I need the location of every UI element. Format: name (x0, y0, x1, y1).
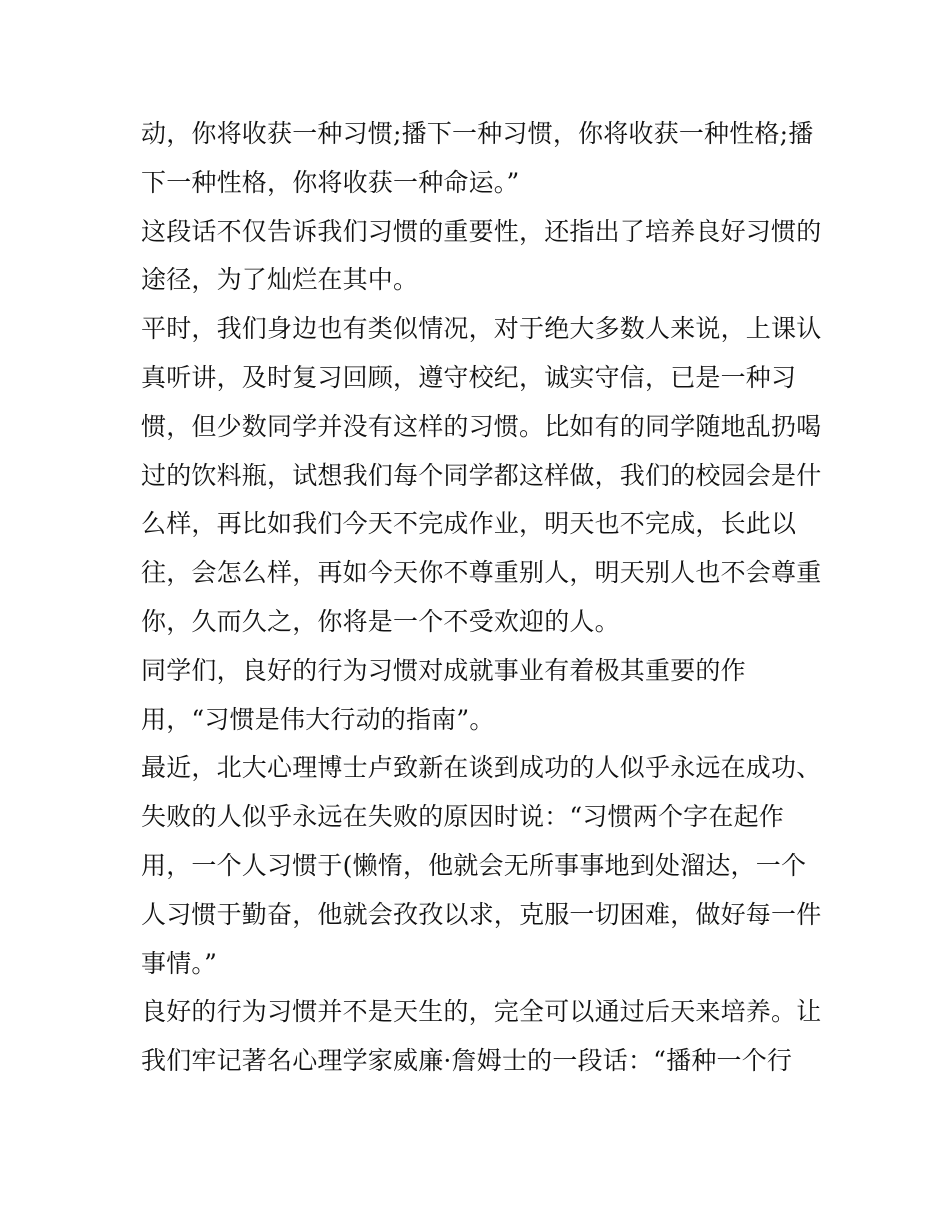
text-line: 下一种性格，你将收获一种命运。” (141, 167, 520, 197)
text-line: 最近，北大心理博士卢致新在谈到成功的人似乎永远在成功、 (141, 753, 822, 783)
text-line: 用，一个人习惯于(懒惰，他就会无所事事地到处溜达，一个 (141, 850, 807, 880)
text-line: 失败的人似乎永远在失败的原因时说：“习惯两个字在起作 (141, 802, 784, 832)
text-line: 这段话不仅告诉我们习惯的重要性，还指出了培养良好习惯的 (141, 216, 822, 246)
text-line: 用，“习惯是伟大行动的指南”。 (141, 704, 495, 734)
text-line: 过的饮料瓶，试想我们每个同学都这样做，我们的校园会是什 (141, 460, 822, 490)
text-line: 途径，为了灿烂在其中。 (141, 265, 419, 295)
text-line: 良好的行为习惯并不是天生的，完全可以通过后天来培养。让 (141, 997, 822, 1027)
text-line: 真听讲，及时复习回顾，遵守校纪，诚实守信，已是一种习 (141, 362, 797, 392)
text-line: 平时，我们身边也有类似情况，对于绝大多数人来说，上课认 (141, 314, 822, 344)
text-line: 你，久而久之，你将是一个不受欢迎的人。 (141, 606, 620, 636)
text-line: 往，会怎么样，再如今天你不尊重别人，明天别人也不会尊重 (141, 558, 822, 588)
text-line: 人习惯于勤奋，他就会孜孜以求，克服一切困难，做好每一件 (141, 899, 822, 929)
text-line: 惯，但少数同学并没有这样的习惯。比如有的同学随地乱扔喝 (141, 411, 822, 441)
text-line: 么样，再比如我们今天不完成作业，明天也不完成，长此以 (141, 509, 797, 539)
text-line: 我们牢记著名心理学家威廉·詹姆士的一段话：“播种一个行 (141, 1046, 793, 1076)
text-line: 动，你将收获一种习惯;播下一种习惯，你将收获一种性格;播 (141, 119, 814, 148)
document-body (141, 110, 821, 1086)
text-line: 同学们，良好的行为习惯对成就事业有着极其重要的作 (141, 655, 746, 685)
text-line: 事情。” (141, 948, 218, 978)
